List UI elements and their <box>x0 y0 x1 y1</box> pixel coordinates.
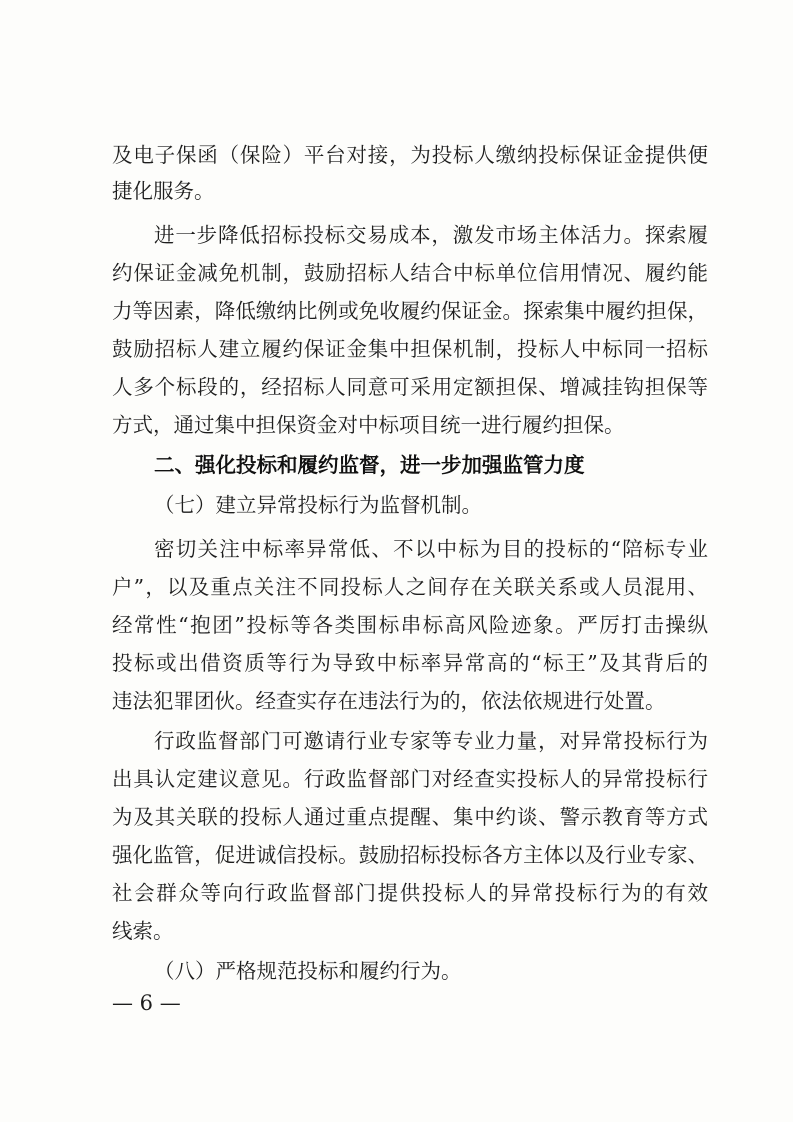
paragraph-line: 力等因素，降低缴纳比例或免收履约保证金。探索集中履约担保， <box>112 299 708 323</box>
paragraph-line: 行政监督部门可邀请行业专家等专业力量，对异常投标行为 <box>154 729 708 753</box>
paragraph-line: 进一步降低招标投标交易成本，激发市场主体活力。探索履 <box>154 223 708 247</box>
subsection-heading: （八）严格规范投标和履约行为。 <box>154 959 462 983</box>
paragraph-line: 捷化服务。 <box>112 179 215 203</box>
paragraph-line: 违法犯罪团伙。经查实存在违法行为的，依法依规进行处置。 <box>112 689 666 713</box>
paragraph-line: 方式，通过集中担保资金对中标项目统一进行履约担保。 <box>112 413 625 437</box>
section-heading: 二、强化投标和履约监督，进一步加强监管力度 <box>154 453 585 477</box>
paragraph-line: 户”，以及重点关注不同投标人之间存在关联关系或人员混用、 <box>112 575 708 599</box>
subsection-heading: （七）建立异常投标行为监督机制。 <box>154 493 482 517</box>
paragraph-line: 及电子保函（保险）平台对接，为投标人缴纳投标保证金提供便 <box>112 143 708 167</box>
paragraph-line: 人多个标段的，经招标人同意可采用定额担保、增减挂钩担保等 <box>112 375 708 399</box>
paragraph-line: 为及其关联的投标人通过重点提醒、集中约谈、警示教育等方式 <box>112 805 708 829</box>
paragraph-line: 经常性“抱团”投标等各类围标串标高风险迹象。严厉打击操纵 <box>112 613 708 637</box>
paragraph-line: 投标或出借资质等行为导致中标率异常高的“标王”及其背后的 <box>112 651 708 675</box>
paragraph-line: 密切关注中标率异常低、不以中标为目的投标的“陪标专业 <box>154 537 708 561</box>
page-number: — 6 — <box>112 991 181 1015</box>
paragraph-line: 出具认定建议意见。行政监督部门对经查实投标人的异常投标行 <box>112 767 708 791</box>
paragraph-line: 社会群众等向行政监督部门提供投标人的异常投标行为的有效 <box>112 881 708 905</box>
paragraph-line: 线索。 <box>112 919 174 943</box>
paragraph-line: 强化监管，促进诚信投标。鼓励招标投标各方主体以及行业专家、 <box>112 843 708 867</box>
paragraph-line: 约保证金减免机制，鼓励招标人结合中标单位信用情况、履约能 <box>112 261 708 285</box>
paragraph-line: 鼓励招标人建立履约保证金集中担保机制，投标人中标同一招标 <box>112 337 708 361</box>
